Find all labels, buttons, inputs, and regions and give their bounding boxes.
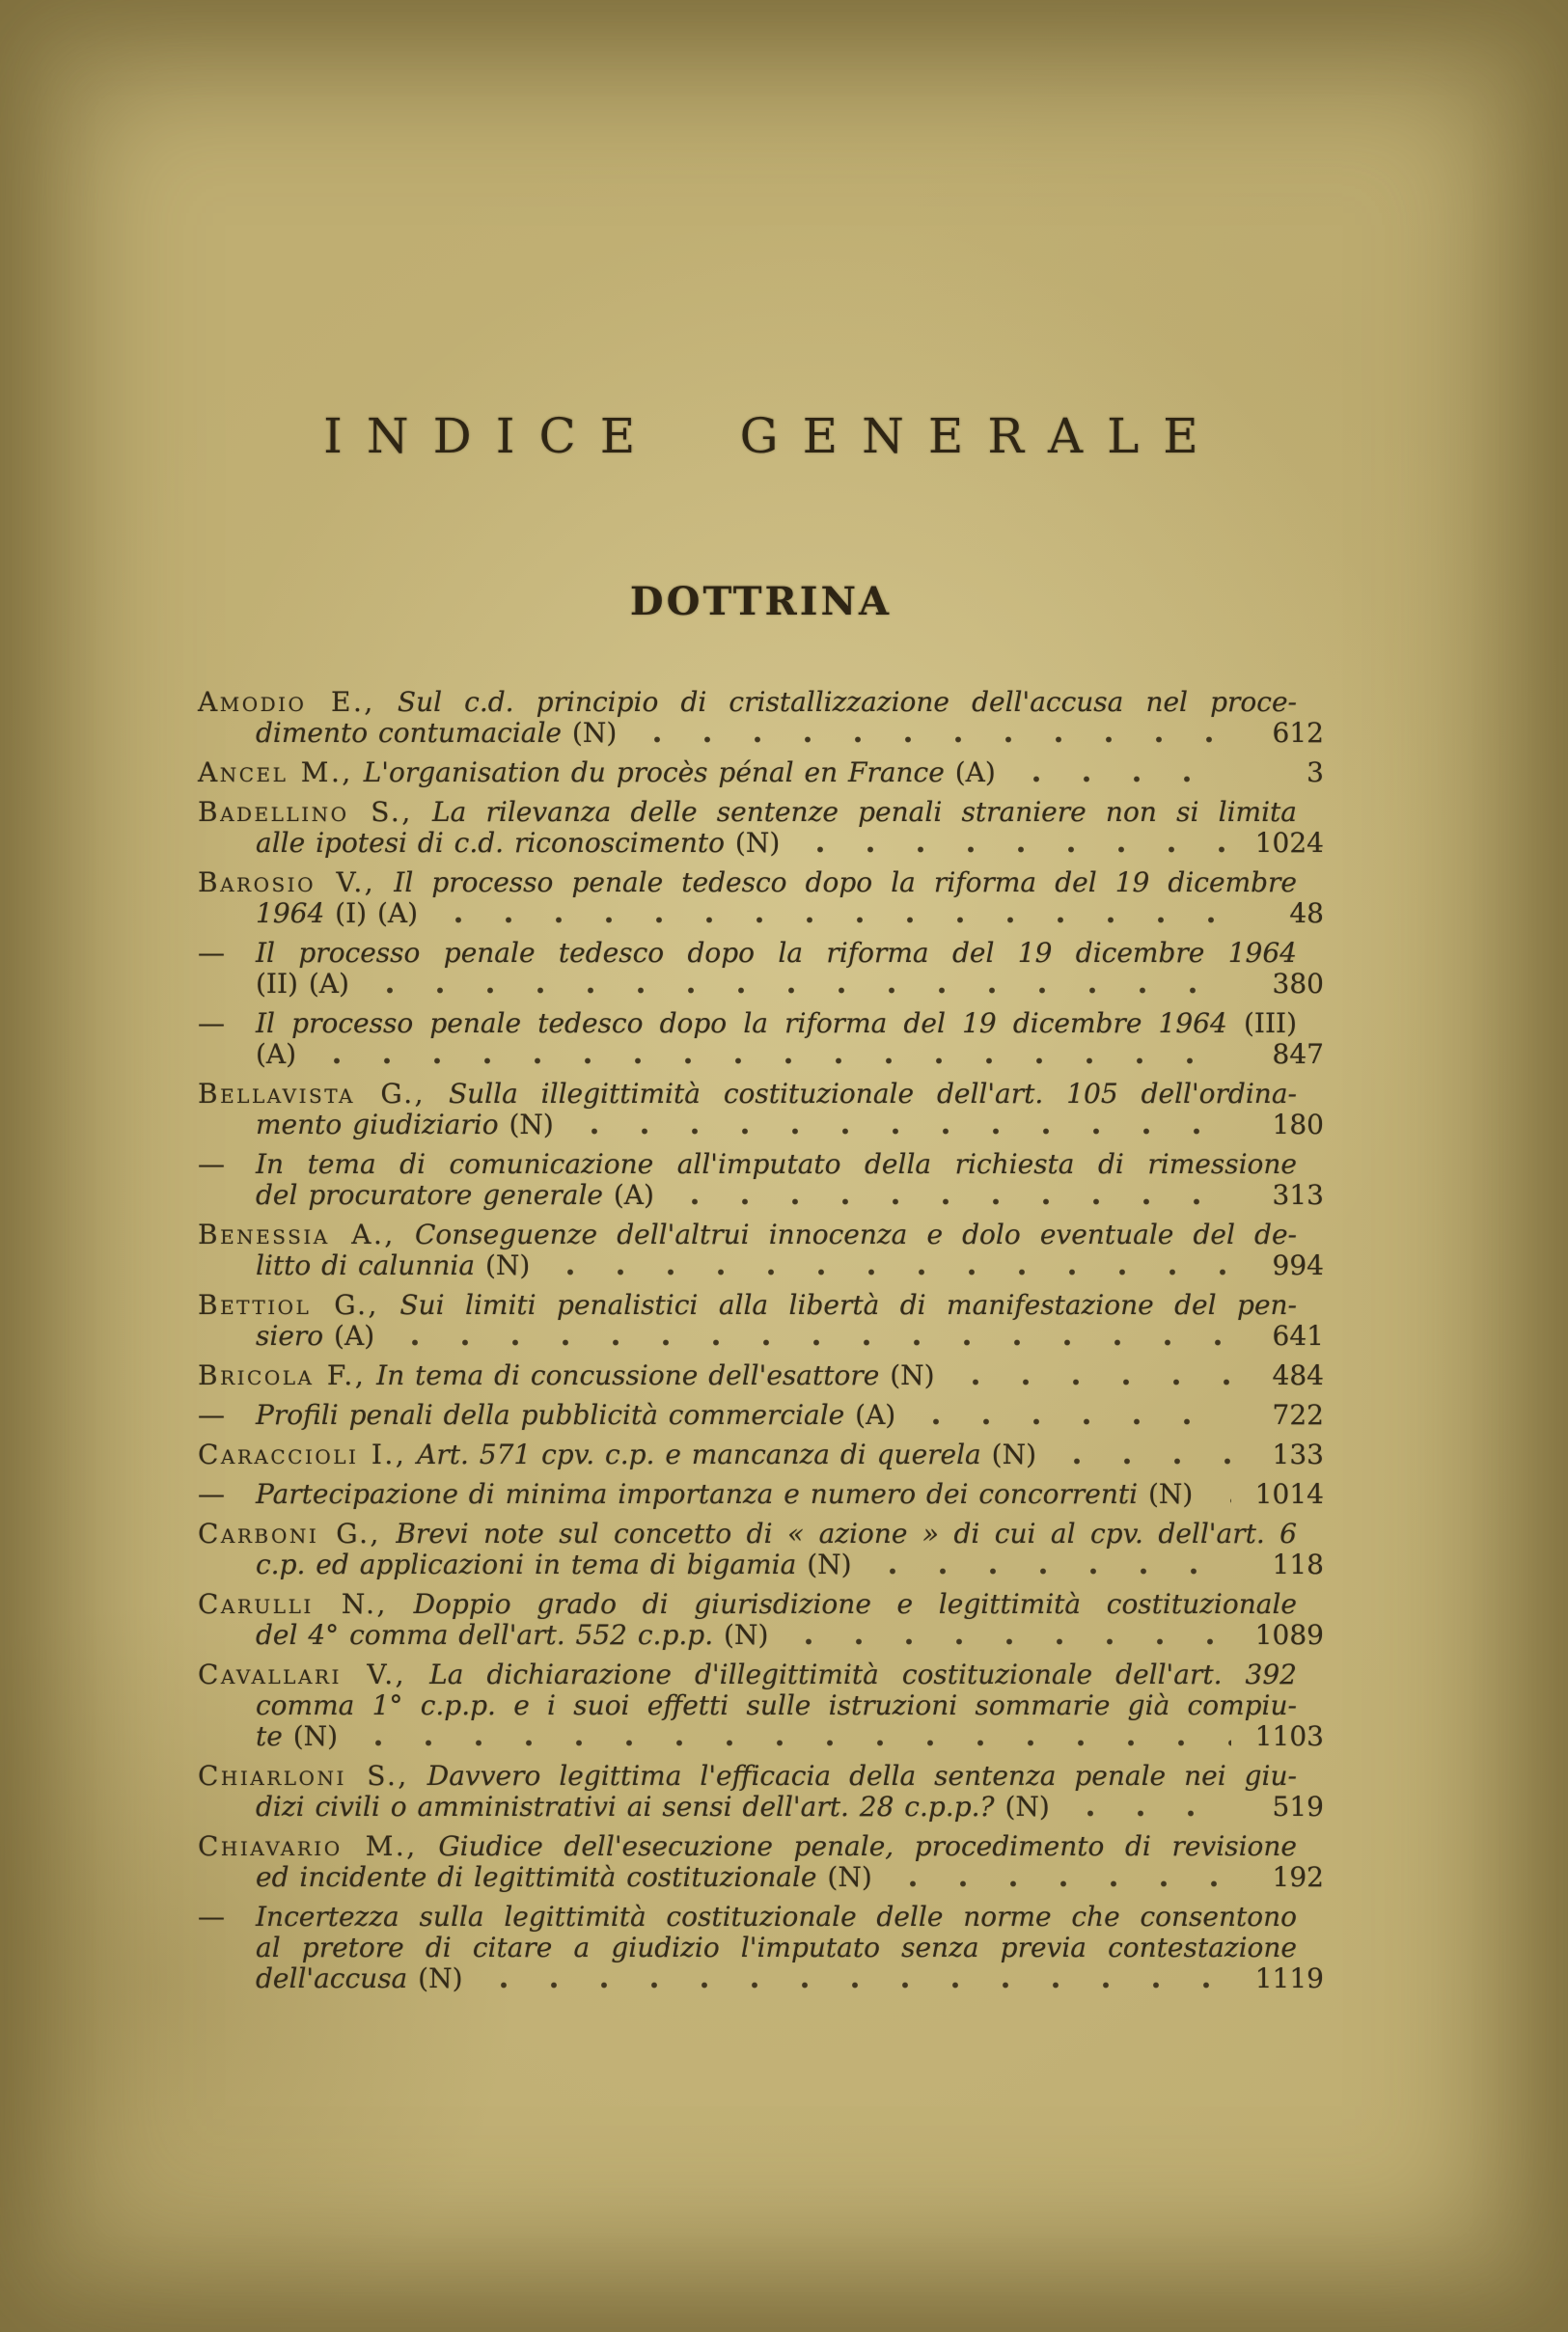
entry-line (198, 1660, 1324, 1690)
index-entry (198, 1761, 1324, 1823)
entry-text (256, 898, 418, 929)
entry-author: — (198, 1007, 225, 1039)
entry-line (198, 1008, 1324, 1039)
dot-leader (950, 1378, 1231, 1386)
entry-title: Davvero legittima l'efficacia della sentenza penale nei giu- (426, 1760, 1297, 1792)
entry-title: 1964 (I) (A) (256, 897, 419, 929)
entry-line (198, 1479, 1324, 1510)
page-number: 3 (1307, 756, 1324, 788)
entry-title: L'organisation du procès pénal en France (A) (363, 756, 996, 788)
entry-title: mento giudiziario (N) (256, 1109, 554, 1140)
entry-title: Il processo penale tedesco dopo la riforma del 19 dicembre 1964 (256, 937, 1297, 969)
entry-text (198, 1007, 1297, 1039)
entry-title: Doppio grado di giurisdizione e legittimità costituzionale (413, 1588, 1297, 1620)
entry-title: (II) (A) (256, 968, 349, 1000)
entry-line (198, 1110, 1324, 1140)
entry-text (198, 1400, 895, 1431)
entry-title: Incertezza sulla legittimità costituzionale delle norme che consentono (256, 1901, 1297, 1933)
index-entry (198, 1660, 1324, 1752)
page-number: 612 (1272, 717, 1324, 749)
entry-text (256, 1963, 463, 1994)
entry-author: — (198, 1478, 225, 1510)
entry-line (198, 1589, 1324, 1620)
entry-title: alle ipotesi di c.d. riconoscimento (N) (256, 827, 781, 859)
entry-author: Ancel M., (198, 756, 353, 788)
dot-leader (569, 1127, 1231, 1136)
entry-author: Caraccioli I., (198, 1439, 407, 1470)
entry-text (198, 686, 1297, 718)
entry-line (198, 898, 1324, 929)
entry-text (256, 969, 349, 1000)
entry-author: Cavallari V., (198, 1659, 407, 1690)
index-entry (198, 938, 1324, 1000)
dot-leader (365, 986, 1231, 995)
entry-line (198, 1831, 1324, 1862)
entry-author: Badellino S., (198, 796, 413, 828)
index-entry (198, 1479, 1324, 1510)
entry-line (198, 757, 1324, 788)
entry-line (198, 1400, 1324, 1431)
entry-text (198, 796, 1297, 828)
entry-title: Il processo penale tedesco dopo la riforma del 19 dicembre 1964 (III) (256, 1007, 1297, 1039)
page-number: 1024 (1254, 827, 1324, 859)
entry-line (198, 1620, 1324, 1651)
index-entry (198, 757, 1324, 788)
dot-leader (312, 1056, 1231, 1065)
dot-leader (1052, 1457, 1231, 1466)
page-number: 1089 (1254, 1619, 1324, 1651)
page-number: 1119 (1254, 1962, 1324, 1994)
entry-title: litto di calunnia (N) (256, 1249, 531, 1281)
entry-author: — (198, 1399, 225, 1431)
entry-text (198, 937, 1297, 969)
index-entry (198, 1149, 1324, 1211)
dot-leader (888, 1879, 1231, 1888)
entry-text (198, 1901, 1297, 1933)
index-entry (198, 867, 1324, 929)
index-entries (198, 687, 1324, 2003)
entry-title: Brevi note sul concetto di « azione » di cui al cpv. dell'art. 6 (396, 1518, 1297, 1550)
page-number: 180 (1272, 1109, 1324, 1140)
entry-text (256, 1932, 1297, 1963)
entry-line (198, 1862, 1324, 1893)
entry-line (198, 1440, 1324, 1470)
entry-text (198, 1830, 1297, 1862)
entry-line (198, 1039, 1324, 1070)
entry-title: dimento contumaciale (N) (256, 717, 618, 749)
entry-text (256, 1721, 338, 1752)
entry-line (198, 1933, 1324, 1963)
entry-line (198, 1079, 1324, 1110)
page-number: 133 (1272, 1439, 1324, 1470)
dot-leader (795, 845, 1231, 854)
entry-title: te (N) (256, 1720, 339, 1752)
entry-line (198, 828, 1324, 859)
entry-line (198, 1690, 1324, 1721)
entry-title: Il processo penale tedesco dopo la riforma del 19 dicembre (394, 866, 1297, 898)
entry-title: Art. 571 cpv. c.p. e mancanza di querela (N) (417, 1439, 1037, 1470)
entry-line (198, 1321, 1324, 1352)
dot-leader (390, 1338, 1231, 1347)
entry-text (198, 1289, 1297, 1321)
entry-title: In tema di comunicazione all'imputato della richiesta di rimessione (256, 1148, 1297, 1180)
entry-title: dizi civili o amministrativi ai sensi dell'art. 28 c.p.p.? (N) (256, 1791, 1050, 1823)
index-entry (198, 1589, 1324, 1651)
entry-text (256, 718, 617, 749)
entry-text (256, 1250, 530, 1281)
index-entry (198, 1360, 1324, 1391)
entry-line (198, 969, 1324, 1000)
entry-line (198, 1290, 1324, 1321)
entry-text (198, 757, 996, 788)
entry-title: Profili penali della pubblicità commerciale (A) (256, 1399, 896, 1431)
entry-title: Conseguenze dell'altrui innocenza e dolo eventuale del de- (414, 1219, 1297, 1250)
entry-line (198, 1761, 1324, 1792)
dot-leader (545, 1268, 1231, 1276)
page-title: INDICE GENERALE (323, 408, 1223, 464)
entry-text (256, 828, 780, 859)
entry-title: del 4° comma dell'art. 552 c.p.p. (N) (256, 1619, 769, 1651)
entry-author: Bricola F., (198, 1359, 367, 1391)
page-number: 722 (1272, 1399, 1324, 1431)
index-entry (198, 1440, 1324, 1470)
entry-title: La dichiarazione d'illegittimità costituzionale dell'art. 392 (429, 1659, 1297, 1690)
entry-author: Bellavista G., (198, 1078, 426, 1110)
entry-line (198, 1902, 1324, 1933)
entry-line (198, 1250, 1324, 1281)
dot-leader (1065, 1809, 1231, 1818)
entry-line (198, 1220, 1324, 1250)
entry-text (198, 1479, 1193, 1510)
entry-text (256, 1689, 1297, 1721)
entry-text (256, 1321, 374, 1352)
entry-line (198, 1792, 1324, 1823)
entry-text (256, 1862, 872, 1893)
entry-line (198, 1721, 1324, 1752)
entry-line (198, 1180, 1324, 1211)
entry-author: Bettiol G., (198, 1289, 379, 1321)
index-entry (198, 1220, 1324, 1281)
section-heading: DOTTRINA (629, 579, 893, 624)
entry-line (198, 797, 1324, 828)
entry-title: Partecipazione di minima importanza e numero dei concorrenti (N) (256, 1478, 1194, 1510)
entry-text (256, 1620, 768, 1651)
entry-author: Amodio E., (198, 686, 375, 718)
index-entry (198, 1519, 1324, 1580)
dot-leader (1011, 775, 1231, 783)
page-number: 118 (1272, 1549, 1324, 1580)
entry-title: Sui limiti penalistici alla libertà di manifestazione del pen- (399, 1289, 1298, 1321)
entry-text (256, 1110, 554, 1140)
index-entry (198, 1008, 1324, 1070)
entry-line (198, 938, 1324, 969)
entry-title: c.p. ed applicazioni in tema di bigamia (N) (256, 1549, 852, 1580)
entry-text (198, 1219, 1297, 1250)
entry-title: del procuratore generale (A) (256, 1179, 654, 1211)
page-number: 641 (1272, 1320, 1324, 1352)
page-number: 1103 (1254, 1720, 1324, 1752)
page-number: 1014 (1254, 1478, 1324, 1510)
index-entry (198, 1079, 1324, 1140)
entry-author: Chiarloni S., (198, 1760, 409, 1792)
dot-leader (911, 1417, 1231, 1426)
entry-title: In tema di concussione dell'esattore (N) (376, 1359, 935, 1391)
dot-leader (784, 1637, 1231, 1646)
entry-text (256, 1039, 296, 1070)
index-entry (198, 797, 1324, 859)
entry-author: Carulli N., (198, 1588, 388, 1620)
entry-title: La rilevanza delle sentenze penali straniere non si limita (431, 796, 1297, 828)
dot-leader (867, 1567, 1231, 1576)
entry-line (198, 1550, 1324, 1580)
entry-text (198, 1440, 1036, 1470)
entry-line (198, 867, 1324, 898)
entry-title: al pretore di citare a giudizio l'imputato senza previa contestazione (256, 1932, 1297, 1963)
index-entry (198, 1400, 1324, 1431)
entry-title: ed incidente di legittimità costituzionale (N) (256, 1861, 872, 1893)
entry-line (198, 1519, 1324, 1550)
entry-author: — (198, 1901, 225, 1933)
entry-title: Giudice dell'esecuzione penale, procedimento di revisione (438, 1830, 1297, 1862)
entry-line (198, 1149, 1324, 1180)
entry-text (198, 1148, 1297, 1180)
page-number: 519 (1272, 1791, 1324, 1823)
entry-author: Carboni G., (198, 1518, 381, 1550)
index-entry (198, 687, 1324, 749)
entry-text (198, 1760, 1297, 1792)
entry-author: — (198, 937, 225, 969)
page-number: 847 (1272, 1038, 1324, 1070)
dot-leader (632, 735, 1231, 744)
entry-author: Chiavario M., (198, 1830, 418, 1862)
entry-text (256, 1792, 1050, 1823)
page-number: 380 (1272, 968, 1324, 1000)
entry-text (198, 1360, 935, 1391)
entry-line (198, 687, 1324, 718)
entry-author: — (198, 1148, 225, 1180)
entry-title: comma 1° c.p.p. e i suoi effetti sulle istruzioni sommarie già compiu- (256, 1689, 1297, 1721)
entry-text (198, 1588, 1297, 1620)
entry-text (198, 1078, 1297, 1110)
index-entry (198, 1831, 1324, 1893)
entry-title: dell'accusa (N) (256, 1962, 463, 1994)
dot-leader (353, 1739, 1231, 1747)
entry-author: Barosio V., (198, 866, 376, 898)
entry-line (198, 1360, 1324, 1391)
entry-text (198, 1659, 1297, 1690)
page-number: 192 (1272, 1861, 1324, 1893)
dot-leader (1208, 1496, 1231, 1505)
dot-leader (433, 916, 1231, 924)
entry-title: Sul c.d. principio di cristallizzazione dell'accusa nel proce- (397, 686, 1297, 718)
index-entry (198, 1902, 1324, 1994)
entry-line (198, 1963, 1324, 1994)
page-number: 994 (1272, 1249, 1324, 1281)
entry-line (198, 718, 1324, 749)
entry-title: siero (A) (256, 1320, 375, 1352)
entry-text (198, 866, 1297, 898)
entry-title: (A) (256, 1038, 297, 1070)
dot-leader (670, 1197, 1231, 1206)
index-entry (198, 1290, 1324, 1352)
entry-text (256, 1180, 654, 1211)
entry-author: Benessia A., (198, 1219, 396, 1250)
page-number: 48 (1289, 897, 1324, 929)
entry-text (198, 1518, 1297, 1550)
entry-title: Sulla illegittimità costituzionale dell'art. 105 dell'ordina- (448, 1078, 1297, 1110)
page-number: 313 (1272, 1179, 1324, 1211)
dot-leader (479, 1981, 1231, 1989)
entry-text (256, 1550, 852, 1580)
page-number: 484 (1272, 1359, 1324, 1391)
